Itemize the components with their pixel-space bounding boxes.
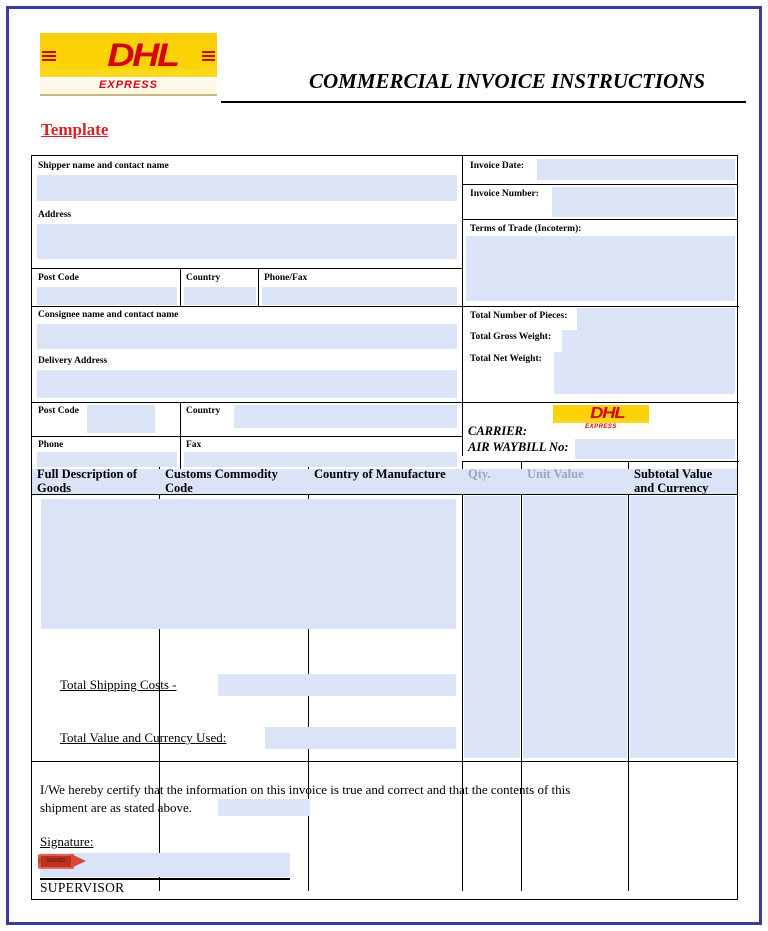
consignee-fax-input[interactable] <box>184 452 457 467</box>
column-header-qty <box>468 467 491 481</box>
column-header-unit-value <box>527 467 584 481</box>
column-header-description-line2: Goods <box>37 481 72 495</box>
carrier-bottom-rule <box>462 461 739 462</box>
certification-text-line2: shipment are as stated above. <box>40 800 192 815</box>
total-value-currency-label: Total Value and Currency Used: <box>60 730 227 745</box>
carrier-label: CARRIER: <box>468 424 528 438</box>
goods-description-input[interactable] <box>41 499 456 629</box>
column-header-qty-line1: Qty. <box>468 467 491 481</box>
logo-wordmark: DHL <box>107 37 178 73</box>
shipper-phonefax-input[interactable] <box>262 287 457 305</box>
column-header-commodity-code-line1: Customs Commodity <box>165 467 278 481</box>
invoice-date-input[interactable] <box>537 159 735 180</box>
total-net-weight-input[interactable] <box>554 352 735 394</box>
consignee-country-label: Country <box>186 406 221 416</box>
consignee-phone-fax-divider <box>180 436 181 469</box>
total-gross-weight-input[interactable] <box>562 330 735 352</box>
goods-unit-value-input[interactable] <box>523 496 627 758</box>
goods-table-header-bottom <box>32 494 737 495</box>
consignee-block-bottom-rule <box>32 402 462 403</box>
consignee-delivery-address-label: Delivery Address <box>38 356 108 366</box>
goods-qty-input[interactable] <box>464 496 520 758</box>
consignee-postcode-label: Post Code <box>38 406 79 416</box>
invoice-date-bottom <box>462 184 737 185</box>
invoice-number-bottom <box>462 219 737 220</box>
shipper-block-bottom-rule <box>32 268 462 269</box>
dhl-express-logo <box>40 33 217 97</box>
shipper-col-divider-2 <box>258 268 259 306</box>
terms-bottom-rule <box>462 306 739 307</box>
terms-of-trade-input[interactable] <box>466 236 735 301</box>
air-waybill-input[interactable] <box>575 439 735 459</box>
consignee-delivery-address-input[interactable] <box>37 370 457 398</box>
column-header-subtotal-line1: Subtotal Value <box>634 467 713 481</box>
goods-subtotal-input[interactable] <box>630 496 735 758</box>
consignee-postcode-input[interactable] <box>87 405 155 433</box>
logo-express-text: EXPRESS <box>99 79 158 91</box>
shipper-postcode-input[interactable] <box>37 287 177 305</box>
air-waybill-label: AIR WAYBILL No: <box>468 440 569 454</box>
shipper-col-divider-1 <box>180 268 181 306</box>
shipper-postcode-label: Post Code <box>38 273 79 283</box>
shipper-address-input[interactable] <box>37 224 457 259</box>
total-pieces-label: Total Number of Pieces: <box>470 311 568 321</box>
terms-of-trade-label: Terms of Trade (Incoterm): <box>470 224 582 234</box>
total-value-currency-input[interactable] <box>265 727 456 749</box>
column-header-description <box>37 467 137 495</box>
consignee-postcode-bottom <box>32 436 462 437</box>
invoice-form <box>31 155 738 900</box>
supervisor-label: SUPERVISOR <box>40 880 125 895</box>
goods-col-divider-5 <box>628 461 629 891</box>
logo-underline <box>40 94 217 96</box>
column-header-subtotal-line2: and Currency <box>634 481 709 495</box>
column-header-unit-value-line1: Unit Value <box>527 467 584 481</box>
total-shipping-costs-input[interactable] <box>218 674 456 696</box>
consignee-phone-input[interactable] <box>37 452 177 467</box>
page-title: COMMERCIAL INVOICE INSTRUCTIONS <box>309 69 705 93</box>
goods-table-bottom-rule <box>32 761 737 762</box>
goods-col-divider-4 <box>521 461 522 891</box>
goods-col-divider-3 <box>462 461 463 891</box>
shipper-country-input[interactable] <box>184 287 256 305</box>
signed-stamp-text: SIGNED <box>41 856 71 867</box>
invoice-number-label: Invoice Number: <box>470 189 539 199</box>
invoice-date-label: Invoice Date: <box>470 161 525 171</box>
consignee-country-input[interactable] <box>234 405 457 428</box>
column-header-commodity-code-line2: Code <box>165 481 193 495</box>
column-header-description-line1: Full Description of <box>37 467 137 481</box>
column-header-subtotal <box>634 467 712 495</box>
shipper-phonefax-label: Phone/Fax <box>264 273 308 283</box>
signature-label: Signature: <box>40 834 94 849</box>
column-header-country-of-manufacture-line1: Country of Manufacture <box>314 467 446 481</box>
consignee-name-input[interactable] <box>37 324 457 349</box>
signed-stamp-tip <box>71 854 86 868</box>
page-body <box>9 9 759 922</box>
carrier-logo-wordmark: DHL <box>590 405 625 422</box>
document-header <box>9 9 759 104</box>
shipper-name-label: Shipper name and contact name <box>38 161 169 171</box>
total-pieces-input[interactable] <box>577 308 735 330</box>
carrier-logo-express: EXPRESS <box>553 423 649 431</box>
column-header-commodity-code <box>165 467 278 495</box>
shipper-country-label: Country <box>186 273 221 283</box>
carrier-dhl-logo <box>553 405 649 431</box>
certification-text <box>40 781 700 817</box>
title-rule <box>221 101 746 103</box>
shipper-name-input[interactable] <box>37 175 457 201</box>
certification-text-line1: I/We hereby certify that the information on this invoice is true and correct and that the contents of this <box>40 782 571 797</box>
total-net-weight-label: Total Net Weight: <box>470 354 542 364</box>
consignee-name-label: Consignee name and contact name <box>38 310 179 320</box>
column-header-country-of-manufacture <box>314 467 446 481</box>
invoice-number-input[interactable] <box>552 187 735 217</box>
consignee-phone-label: Phone <box>38 440 64 450</box>
template-label: Template <box>41 120 109 139</box>
total-gross-weight-label: Total Gross Weight: <box>470 332 552 342</box>
consignee-fax-label: Fax <box>186 440 202 450</box>
signed-stamp-icon <box>38 854 86 869</box>
shipper-address-label: Address <box>38 210 72 220</box>
shipper-section-bottom <box>32 306 462 307</box>
total-shipping-costs-label: Total Shipping Costs - <box>60 677 177 692</box>
totals-bottom-rule <box>462 402 739 403</box>
page-border <box>6 6 762 925</box>
